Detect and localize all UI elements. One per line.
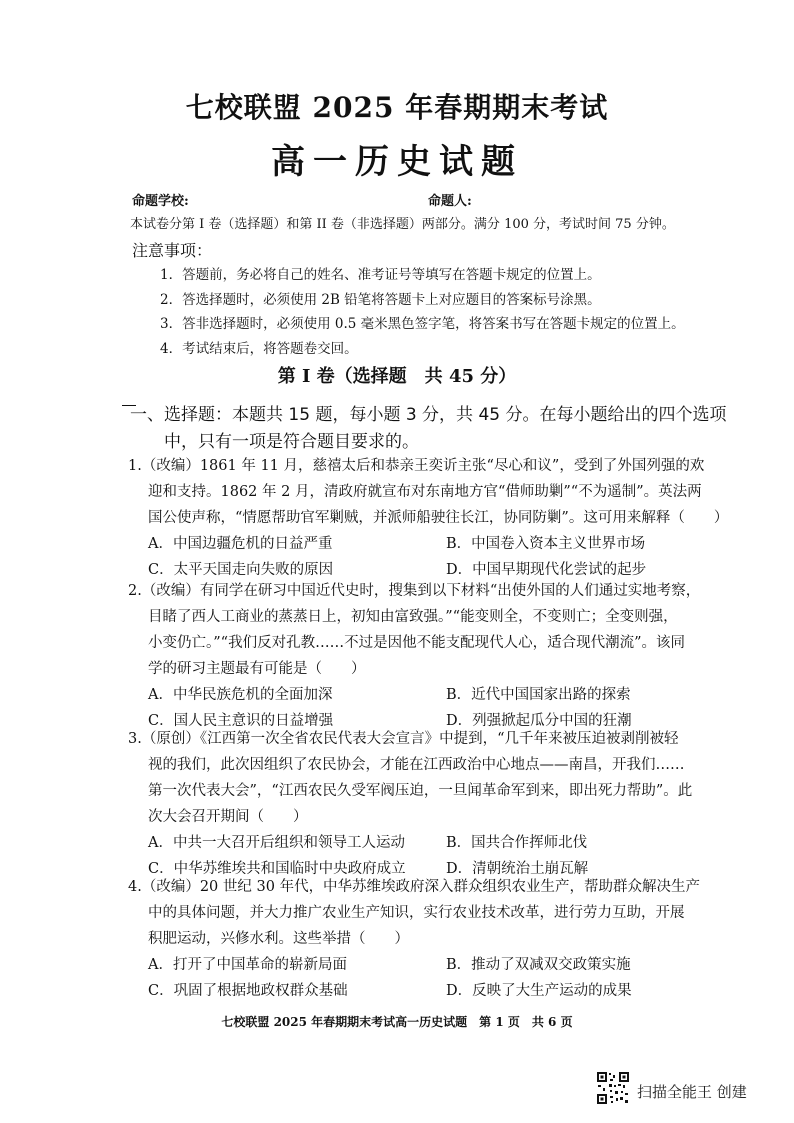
question-text-line: 小变仍亡。”“我们反对孔教……不过是因他不能支配现代人心，适合现代潮流”。该同 — [148, 635, 685, 651]
question-text-line: 学的研习主题最有可能是（ ） — [148, 661, 366, 677]
qr-code-icon — [596, 1071, 630, 1105]
part-instructions-line: 一、选择题：本题共 15 题，每小题 3 分，共 45 分。在每小题给出的四个选项 — [130, 405, 727, 425]
option-c: C．巩固了根据地政权群众基础 — [148, 983, 348, 999]
option-d: D．反映了大生产运动的成果 — [446, 983, 632, 999]
question-1 — [128, 453, 768, 583]
question-text-line: 视的我们，此次因组织了农民协会，才能在江西政治中心地点——南昌，开我们…… — [148, 757, 685, 773]
option-b: B．国共合作挥师北伐 — [446, 835, 588, 851]
question-text-line: 中的具体问题，并大力推广农业生产知识，实行农业技术改革，进行劳力互助，开展 — [148, 905, 685, 921]
school-label: 命题学校: — [132, 194, 189, 209]
question-2 — [128, 578, 768, 734]
exam-subtitle: 高一历史试题 — [271, 142, 523, 182]
exam-title: 七校联盟 2025 年春期期末考试 — [185, 91, 609, 124]
notice-item: 3．答非选择题时，必须使用 0.5 毫米黑色签字笔，将答案书写在答题卡规定的位置上。 — [160, 316, 685, 332]
option-b: B．中国卷入资本主义世界市场 — [446, 536, 646, 552]
option-b: B．近代中国国家出路的探索 — [446, 687, 631, 703]
scanner-watermark: 扫描全能王 创建 — [637, 1083, 747, 1101]
question-3 — [128, 726, 768, 882]
notice-list — [160, 263, 760, 361]
option-c: C．中华苏维埃共和国临时中央政府成立 — [148, 861, 406, 877]
option-d: D．清朝统治土崩瓦解 — [446, 861, 589, 877]
question-text-line: 3.（原创）《江西第一次全省农民代表大会宣言》中提到，“几千年来被压迫被剥削被轻 — [128, 731, 679, 747]
option-b: B．推动了双减双交政策实施 — [446, 957, 631, 973]
section-title: 第 I 卷（选择题 共 45 分） — [277, 366, 517, 387]
option-a: A．中华民族危机的全面加深 — [148, 687, 333, 703]
notice-title: 注意事项： — [132, 241, 213, 260]
option-c: C．太平天国走向失败的原因 — [148, 562, 334, 578]
author-label: 命题人: — [428, 194, 472, 209]
question-text-line: 4.（改编）20 世纪 30 年代，中华苏维埃政府深入群众组织农业生产，帮助群众解决生产 — [128, 879, 701, 895]
option-d: D．列强掀起瓜分中国的狂潮 — [446, 713, 632, 729]
option-a: A．打开了中国革命的崭新局面 — [148, 957, 347, 973]
question-text-line: 积肥运动，兴修水利。这些举措（ ） — [148, 931, 409, 947]
notice-item: 1．答题前，务必将自己的姓名、准考证号等填写在答题卡规定的位置上。 — [160, 267, 601, 283]
option-c: C．国人民主意识的日益增强 — [148, 713, 334, 729]
page-footer: 七校联盟 2025 年春期期末考试高一历史试题 第 1 页 共 6 页 — [221, 1015, 573, 1029]
question-text-line: 1.（改编）1861 年 11 月，慈禧太后和恭亲王奕䜣主张“尽心和议”，受到了外国列强的欢 — [128, 458, 705, 474]
option-a: A．中共一大召开后组织和领导工人运动 — [148, 835, 405, 851]
notice-item: 2．答选择题时，必须使用 2B 铅笔将答题卡上对应题目的答案标号涂黑。 — [160, 291, 601, 308]
part-instructions — [130, 402, 770, 456]
question-text-line: 迎和支持。1862 年 2 月，清政府就宣布对东南地方官“借师助剿”“不为遥制”。英法两 — [148, 484, 702, 500]
option-a: A．中国边疆危机的日益严重 — [148, 536, 333, 552]
part-instructions-line: 中，只有一项是符合题目要求的。 — [164, 432, 419, 452]
question-text-line: 目睹了西人工商业的蒸蒸日上，初知由富致强。”“能变则全，不变则亡；全变则强， — [148, 609, 678, 625]
question-text-line: 2.（改编）有同学在研习中国近代史时，搜集到以下材料“出使外国的人们通过实地考察， — [128, 583, 701, 599]
option-d: D．中国早期现代化尝试的起步 — [446, 562, 647, 578]
notice-item: 4．考试结束后，将答题卷交回。 — [160, 340, 358, 357]
question-text-line: 第一次代表大会”，“江西农民久受军阀压迫，一旦闻革命军到来，即出死力帮助”。此 — [148, 783, 693, 799]
question-text-line: 国公使声称，“情愿帮助官军剿贼，并派师船驶往长江，协同防剿”。这可用来解释（ ） — [148, 510, 729, 526]
question-text-line: 次大会召开期间（ ） — [148, 809, 308, 825]
question-4 — [128, 874, 768, 1004]
exam-intro: 本试卷分第 I 卷（选择题）和第 II 卷（非选择题）两部分。满分 100 分，考试时间 75 分钟。 — [130, 217, 675, 232]
